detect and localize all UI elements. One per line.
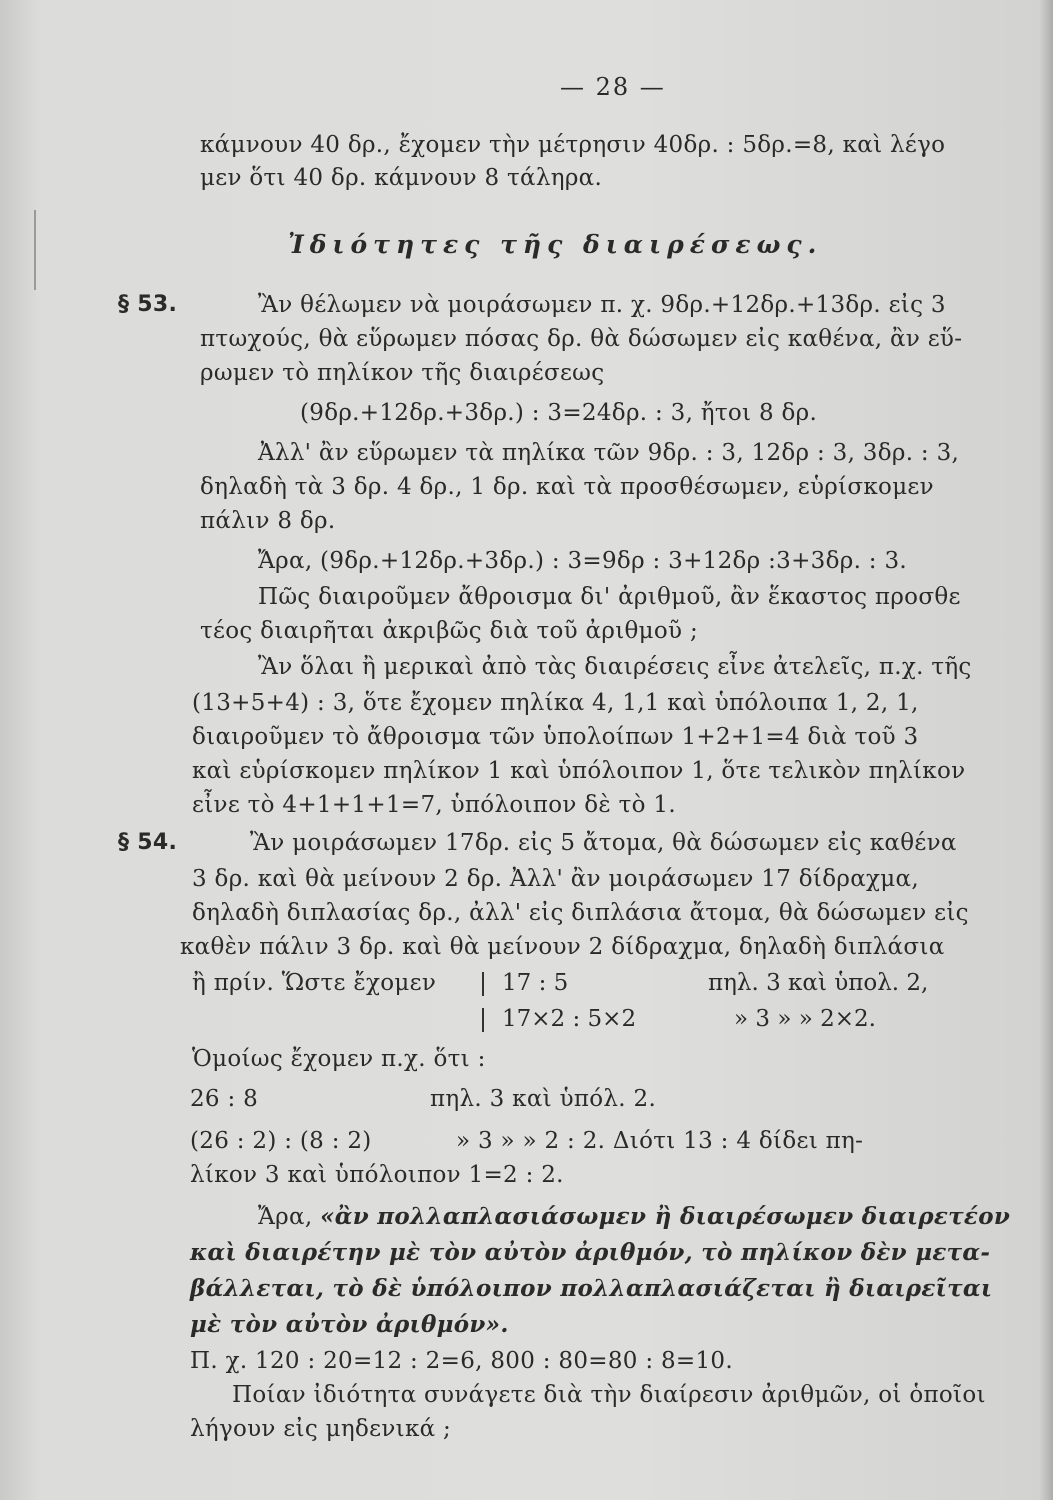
bracket-bar (482, 972, 484, 996)
table-cell: » 3 » » 2×2. (734, 1006, 876, 1032)
text-span: Ἄρα, (258, 1204, 321, 1230)
section-number: § 54. (118, 830, 178, 855)
text-line: πτωχούς, θὰ εὕρωμεν πόσας δρ. θὰ δώσωμεν εἰς καθένα, ἂν εὕ- (200, 326, 963, 352)
text-line: λίκον 3 καὶ ὑπόλοιπον 1=2 : 2. (190, 1162, 564, 1188)
text-line: Ποίαν ἰδιότητα συνάγετε διὰ τὴν διαίρεσιν ἀριθμῶν, οἱ ὁποῖοι (232, 1382, 986, 1408)
bracket-bar (482, 1008, 484, 1032)
formula-line: πηλ. 3 καὶ ὑπόλ. 2. (430, 1086, 657, 1112)
formula-line: (26 : 2) : (8 : 2) (190, 1128, 372, 1154)
text-line: Ἂν θέλωμεν νὰ μοιράσωμεν π. χ. 9δρ.+12δρ.+13δρ. εἰς 3 (258, 292, 946, 318)
text-line: διαιροῦμεν τὸ ἄθροισμα τῶν ὑπολοίπων 1+2+1=4 διὰ τοῦ 3 (192, 724, 919, 750)
text-line: (13+5+4) : 3, ὅτε ἔχομεν πηλίκα 4, 1,1 καὶ ὑπόλοιπα 1, 2, 1, (192, 690, 919, 716)
section-number: § 53. (118, 292, 178, 317)
rule-text: καὶ διαιρέτην μὲ τὸν αὐτὸν ἀριθμόν, τὸ πηλίκον δὲν μετα- (190, 1239, 991, 1266)
table-cell: 17×2 : 5×2 (502, 1006, 637, 1032)
formula-line: 26 : 8 (190, 1086, 259, 1112)
text-line: Πῶς διαιροῦμεν ἄθροισμα δι' ἀριθμοῦ, ἂν ἕκαστος προσθε (258, 584, 961, 610)
formula-line: (9δρ.+12δρ.+3δρ.) : 3=24δρ. : 3, ἤτοι 8 δρ. (300, 400, 818, 426)
text-line: 3 δρ. καὶ θὰ μείνουν 2 δρ. Ἀλλ' ἂν μοιράσωμεν 17 δίδραχμα, (192, 866, 919, 892)
page-edge-shadow (1039, 0, 1053, 1500)
text-line: Ἂν μοιράσωμεν 17δρ. εἰς 5 ἄτομα, θὰ δώσωμεν εἰς καθένα (250, 830, 957, 856)
formula-line: Ἄρα, (9δρ.+12δρ.+3δρ.) : 3=9δρ : 3+12δρ :3+3δρ. : 3. (258, 548, 907, 574)
section-heading: Ἰδιότητες τῆς διαιρέσεως. (288, 230, 823, 259)
text-line: λήγουν εἰς μηδενικά ; (190, 1416, 452, 1442)
example-line: Π. χ. 120 : 20=12 : 2=6, 800 : 80=80 : 8=10. (190, 1348, 733, 1374)
table-cell: 17 : 5 (502, 970, 569, 996)
text-line: δηλαδὴ τὰ 3 δρ. 4 δρ., 1 δρ. καὶ τὰ προσθέσωμεν, εὑρίσκομεν (200, 474, 934, 500)
text-line: ρωμεν τὸ πηλίκον τῆς διαιρέσεως (200, 360, 605, 386)
table-cell: πηλ. 3 καὶ ὑπολ. 2, (708, 970, 929, 996)
formula-line: » 3 » » 2 : 2. Διότι 13 : 4 δίδει πη- (456, 1128, 864, 1154)
page-number: — 28 — (560, 73, 666, 101)
rule-text: μὲ τὸν αὐτὸν ἀριθμόν». (190, 1311, 509, 1338)
rule-line (258, 1202, 1010, 1232)
rule-text: βάλλεται, τὸ δὲ ὑπόλοιπον πολλαπλασιάζεται ἢ διαιρεῖται (190, 1275, 993, 1302)
text-line: καθὲν πάλιν 3 δρ. καὶ θὰ μείνουν 2 δίδραχμα, δηλαδὴ διπλάσια (180, 934, 945, 960)
text-line: τέος διαιρῆται ἀκριβῶς διὰ τοῦ ἀριθμοῦ ; (200, 618, 698, 644)
table-row (482, 968, 568, 998)
rule-text: «ἂν πολλαπλασιάσωμεν ἢ διαιρέσωμεν διαιρετέον (320, 1203, 1011, 1230)
text-line: δηλαδὴ διπλασίας δρ., ἀλλ' εἰς διπλάσια ἄτομα, θὰ δώσωμεν εἰς (192, 900, 969, 926)
text-line: μεν ὅτι 40 δρ. κάμνουν 8 τάληρα. (200, 165, 603, 191)
text-line: εἶνε τὸ 4+1+1+1=7, ὑπόλοιπον δὲ τὸ 1. (192, 792, 676, 818)
table-row (482, 1004, 636, 1034)
text-line: Ὁμοίως ἔχομεν π.χ. ὅτι : (192, 1046, 486, 1072)
text-line: καὶ εὑρίσκομεν πηλίκον 1 καὶ ὑπόλοιπον 1, ὅτε τελικὸν πηλίκον (192, 758, 966, 784)
text-line: Ἂν ὅλαι ἢ μερικαὶ ἀπὸ τὰς διαιρέσεις εἶνε ἀτελεῖς, π.χ. τῆς (258, 654, 972, 680)
text-line: πάλιν 8 δρ. (200, 508, 336, 534)
margin-mark (34, 210, 36, 290)
text-line: ἢ πρίν. Ὥστε ἔχομεν (192, 970, 437, 996)
text-line: Ἀλλ' ἂν εὕρωμεν τὰ πηλίκα τῶν 9δρ. : 3, 12δρ : 3, 3δρ. : 3, (258, 440, 960, 466)
text-line: κάμνουν 40 δρ., ἔχομεν τὴν μέτρησιν 40δρ. : 5δρ.=8, καὶ λέγο (200, 132, 946, 158)
